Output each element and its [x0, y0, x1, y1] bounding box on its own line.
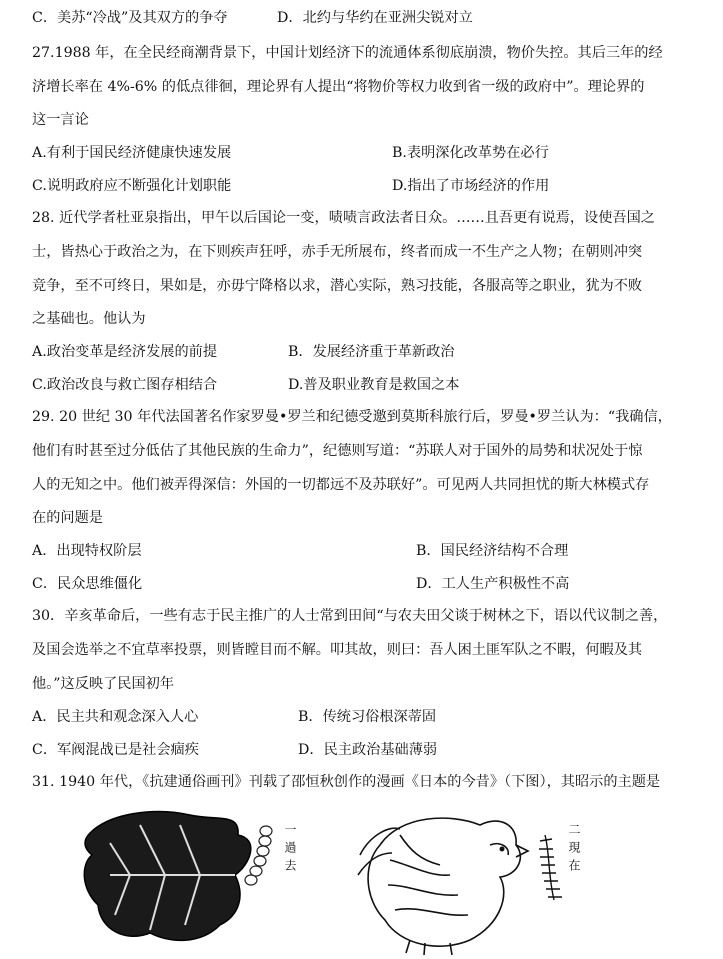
q30-stem-line-3: 他。”这反映了民国初年 [32, 676, 175, 692]
q28-stem-line-2: 士，皆热心于政治之为，在下则疾声狂呼，赤手无所展布，终者而成一不生产之人物；在朝则冲突 [32, 244, 643, 260]
q28-stem-line-1: 28. 近代学者杜亚泉指出，甲午以后国论一变，啧啧言政法者日众。……且吾更有说焉，设使吾国之 [32, 210, 655, 226]
q26-option-c[interactable]: C．美苏“冷战”及其双方的争夺 [32, 10, 228, 26]
q30-option-b[interactable]: B．传统习俗根深蒂固 [298, 709, 437, 725]
centipede [539, 835, 562, 900]
leaf-silkworm-illustration [70, 805, 310, 955]
rooster [358, 818, 528, 955]
q29-option-a[interactable]: A．出现特权阶层 [32, 543, 142, 559]
q28-option-d[interactable]: D.普及职业教育是救国之本 [288, 377, 460, 393]
q27-stem-line-3: 这一言论 [32, 112, 89, 128]
q27-option-d[interactable]: D.指出了市场经济的作用 [392, 178, 550, 194]
q31-stem: 31. 1940 年代，《抗建通俗画刊》刊载了邵恒秋创作的漫画《日本的今昔》（下图），其昭示的主题是 [32, 774, 661, 790]
q27-option-a[interactable]: A.有利于国民经济健康快速发展 [32, 145, 232, 161]
q27-stem-line-2: 济增长率在 4%-6% 的低点徘徊，理论界有人提出“将物价等权力收到省一级的政府中”。理论界的 [32, 79, 645, 95]
q28-option-c[interactable]: C.政治改良与救亡图存相结合 [32, 377, 218, 393]
caption-past: 一過去 [283, 823, 297, 877]
q28-stem-line-4: 之基础也。他认为 [32, 311, 146, 327]
q29-option-b[interactable]: B．国民经济结构不合理 [416, 543, 569, 559]
q27-option-c[interactable]: C.说明政府应不断强化计划职能 [32, 178, 232, 194]
q28-stem-line-3: 竞争，至不可终日，果如是，亦毋宁降格以求，潜心实际，熟习技能，各服高等之职业，犹为不败 [32, 278, 643, 294]
q29-option-d[interactable]: D．工人生产积极性不高 [416, 576, 570, 592]
q29-stem-line-1: 29. 20 世纪 30 年代法国著名作家罗曼•罗兰和纪德受邀到莫斯科旅行后，罗曼•罗兰认为：“我确信， [32, 409, 672, 425]
q29-stem-line-3: 人的无知之中。他们被弄得深信：外国的一切都远不及苏联好”。可见两人共同担忧的斯大林模式存 [32, 477, 650, 493]
q29-option-c[interactable]: C．民众思维僵化 [32, 576, 143, 592]
q28-option-b[interactable]: B．发展经济重于革新政治 [288, 344, 455, 360]
q30-option-c[interactable]: C．军阀混战已是社会痼疾 [32, 742, 199, 758]
q27-stem-line-1: 27.1988 年，在全民经商潮背景下，中国计划经济下的流通体系彻底崩溃，物价失控。其后三年的经 [32, 45, 663, 61]
q27-option-b[interactable]: B.表明深化改革势在必行 [392, 145, 549, 161]
q30-stem-line-2: 及国会选举之不宜草率投票，则皆瞠目而不解。叩其故，则曰：吾人困土匪军队之不暇，何暇及其 [32, 642, 643, 658]
caption-present: 二現在 [567, 823, 581, 877]
q30-option-a[interactable]: A．民主共和观念深入人心 [32, 709, 199, 725]
q26-option-d[interactable]: D．北约与华约在亚洲尖锐对立 [277, 10, 473, 26]
q28-option-a[interactable]: A.政治变革是经济发展的前提 [32, 344, 218, 360]
q30-option-d[interactable]: D．民主政治基础薄弱 [298, 742, 438, 758]
q29-stem-line-2: 他们有时甚至过分低估了其他民族的生命力”，纪德则写道：“苏联人对于国外的局势和状况处于惊 [32, 443, 643, 459]
cartoon-figure [70, 805, 670, 955]
q30-stem-line-1: 30．辛亥革命后，一些有志于民主推广的人士常到田间“与农夫田父谈于树林之下，语以代议制之善， [32, 608, 668, 624]
q29-stem-line-4: 在的问题是 [32, 510, 103, 526]
rooster-centipede-illustration [340, 805, 600, 955]
rooster-eye [500, 847, 505, 852]
